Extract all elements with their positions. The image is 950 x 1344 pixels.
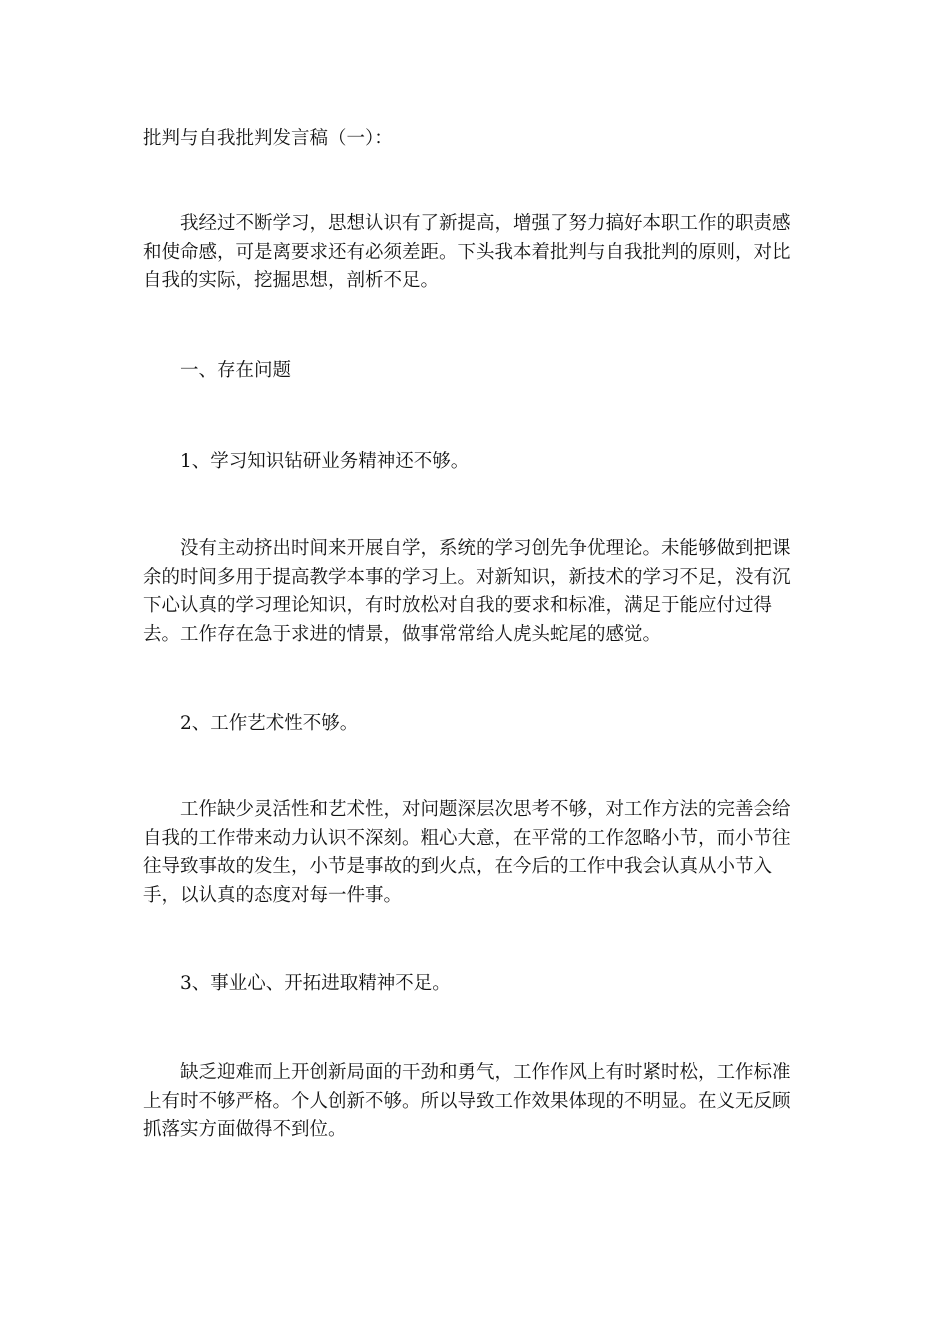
item-body-2: 工作缺少灵活性和艺术性，对问题深层次思考不够，对工作方法的完善会给自我的工作带来动力认识不深刻。粗心大意，在平常的工作忽略小节，而小节往往导致事故的发生，小节是事故的到火点，在今后的工作中我会认真从小节入手，以认真的态度对每一件事。: [143, 799, 791, 906]
document-title: 批判与自我批判发言稿（一）：: [143, 128, 393, 149]
section-heading: 一、存在问题: [180, 360, 292, 381]
item-heading-2: 2、工作艺术性不够。: [180, 713, 359, 734]
item-heading-1: 1、学习知识钻研业务精神还不够。: [180, 451, 470, 472]
item-heading-3: 3、事业心、开拓进取精神不足。: [180, 973, 451, 994]
item-body-1: 没有主动挤出时间来开展自学，系统的学习创先争优理论。未能够做到把课余的时间多用于提高教学本事的学习上。对新知识，新技术的学习不足，没有沉下心认真的学习理论知识，有时放松对自我的要求和标准，满足于能应付过得去。工作存在急于求进的情景，做事常常给人虎头蛇尾的感觉。: [143, 538, 791, 645]
item-body-3: 缺乏迎难而上开创新局面的干劲和勇气，工作作风上有时紧时松，工作标准上有时不够严格。个人创新不够。所以导致工作效果体现的不明显。在义无反顾抓落实方面做得不到位。: [143, 1062, 791, 1140]
intro-paragraph: 我经过不断学习，思想认识有了新提高，增强了努力搞好本职工作的职责感和使命感，可是离要求还有必须差距。下头我本着批判与自我批判的原则，对比自我的实际，挖掘思想，剖析不足。: [143, 213, 791, 291]
